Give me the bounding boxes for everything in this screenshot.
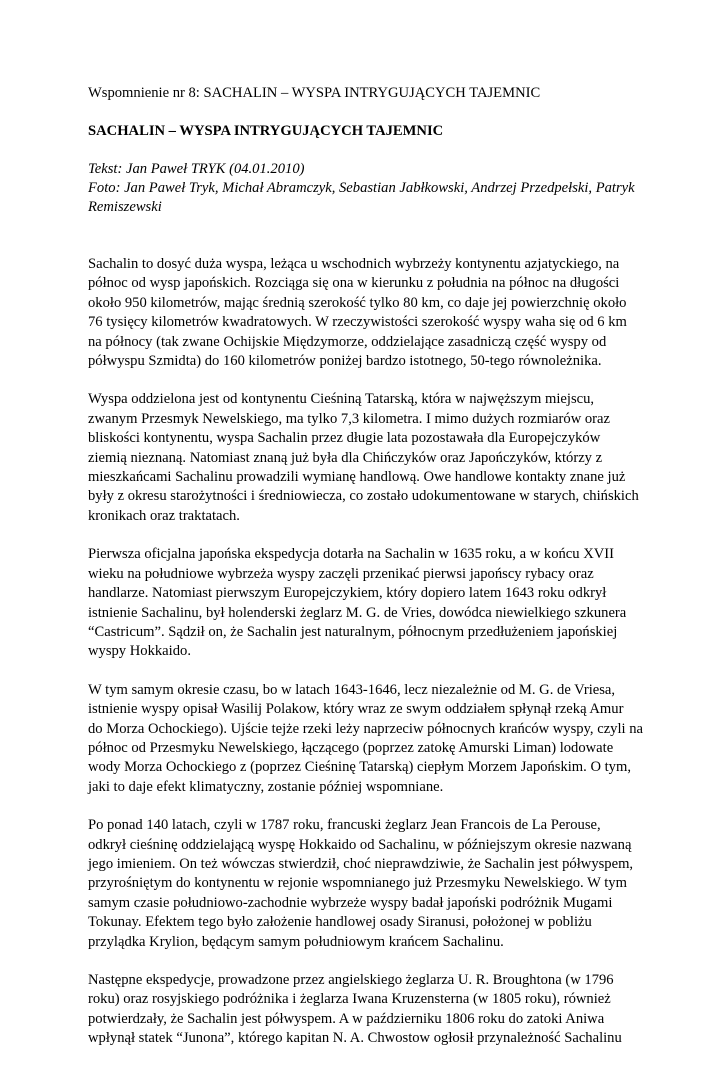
paragraph (88, 816, 648, 952)
text-line: Następne ekspedycje, prowadzone przez angielskiego żeglarza U. R. Broughtona (w 1796 (88, 972, 614, 988)
text-credit: Tekst: Jan Paweł TRYK (04.01.2010) (88, 161, 305, 177)
paragraph (88, 681, 648, 797)
text-line: wpłynął statek “Junona”, którego kapitan N. A. Chwostow ogłosił przynależność Sachalinu (88, 1030, 622, 1047)
text-line: odkrył cieśninę oddzielającą wyspę Hokkaido od Sachalinu, w późniejszym okresie nazwaną (88, 836, 632, 853)
text-line: ziemią nieznaną. Natomiast znaną już była dla Chińczyków oraz Japończyków, którzy z (88, 449, 603, 466)
text-line: samym czasie południowo-zachodnie wybrzeże wyspy badał japoński podróżnik Mugami (88, 894, 613, 911)
text-line: północ od Przesmyku Newelskiego, łączącego (poprzez zatokę Amurski Liman) lodowate (88, 739, 614, 756)
text-line: roku) oraz rosyjskiego podróżnika i żeglarza Iwana Kruzensterna (w 1805 roku), również (88, 991, 611, 1008)
text-line: zwanym Przesmyk Newelskiego, ma tylko 7,3 kilometra. I mimo dużych rozmiarów oraz (88, 410, 610, 427)
text-line: Tokunay. Efektem tego było założenie handlowej osady Siranusi, położonej w pobliżu (88, 914, 592, 931)
photo-credit-line-1: Foto: Jan Paweł Tryk, Michał Abramczyk, Sebastian Jabłkowski, Andrzej Przedpełski, Patryk (88, 180, 635, 196)
text-line: około 950 kilometrów, mając średnią szerokość tylko 80 km, co daje jej powierzchnię około (88, 294, 627, 311)
text-line: półwyspu Szmidta) do 160 kilometrów poniżej bardzo istotnego, 50-tego równoleżnika. (88, 353, 602, 370)
text-line: 76 tysięcy kilometrów kwadratowych. W rzeczywistości szerokość wyspy waha się od 6 km (88, 314, 627, 331)
text-line: przyrośniętym do kontynentu w rejonie wspomnianego już Przesmyku Newelskiego. W tym (88, 875, 627, 892)
credits (88, 160, 648, 217)
paragraph (88, 545, 648, 661)
paragraph (88, 255, 648, 371)
article-body (88, 255, 648, 1049)
text-line: wyspy Hokkaido. (88, 643, 191, 660)
document-title: SACHALIN – WYSPA INTRYGUJĄCYCH TAJEMNIC (88, 123, 444, 139)
text-line: “Castricum”. Sądził on, że Sachalin jest naturalnym, północnym przedłużeniem japońskiej (88, 623, 618, 640)
photo-credit-line-2: Remiszewski (88, 199, 162, 215)
text-line: istnienie Sachalinu, był holenderski żeglarz M. G. de Vries, dowódca niewielkiego szkunera (88, 604, 627, 621)
text-line: kronikach oraz traktatach. (88, 507, 240, 524)
text-line: Po ponad 140 latach, czyli w 1787 roku, francuski żeglarz Jean Francois de La Perouse, (88, 817, 601, 834)
text-line: wieku na południowe wybrzeża wyspy zaczęli przenikać pierwsi japońscy rybacy oraz (88, 565, 594, 582)
text-line: Wyspa oddzielona jest od kontynentu Cieśniną Tatarską, która w najwęższym miejscu, (88, 391, 595, 408)
text-line: na północy (tak zwane Ochijskie Międzymorze, oddzielające zasadniczą część wyspy od (88, 333, 607, 350)
text-line: W tym samym okresie czasu, bo w latach 1643-1646, lecz niezależnie od M. G. de Vriesa, (88, 681, 616, 698)
text-line: do Morza Ochockiego). Ujście tejże rzeki leży naprzeciw północnych krańców wyspy, czyli na (88, 720, 644, 737)
text-line: wody Morza Ochockiego z (poprzez Cieśninę Tatarską) ciepłym Morzem Japońskim. O tym, (88, 759, 631, 776)
text-line: istnienie wyspy opisał Wasilij Polakow, który wraz ze swym oddziałem spłynął rzeką Amur (88, 701, 624, 718)
document-page (88, 84, 648, 1068)
text-line: jaki to daje efekt klimatyczny, zostanie później wspomniane. (88, 778, 444, 795)
text-line: potwierdzały, że Sachalin jest półwyspem. A w październiku 1806 roku do zatoki Aniwa (88, 1010, 605, 1027)
paragraph (88, 390, 648, 526)
text-line: handlarze. Natomiast pierwszym Europejczykiem, który dopiero latem 1643 roku odkrył (88, 585, 607, 602)
text-line: jego imieniem. On też wówczas stwierdził, choć nieprawdziwie, że Sachalin jest półwyspem, (88, 855, 634, 872)
text-line: bliskości kontynentu, wyspa Sachalin przez długie lata pozostawała dla Europejczyków (88, 430, 601, 447)
text-line: były z okresu starożytności i średniowiecza, co zostało udokumentowane w starych, chińskich (88, 488, 639, 505)
paragraph (88, 971, 648, 1049)
text-line: północ od wysp japońskich. Rozciąga się ona w kierunku z południa na północ na długości (88, 275, 620, 292)
document-header: Wspomnienie nr 8: SACHALIN – WYSPA INTRYGUJĄCYCH TAJEMNIC (88, 85, 541, 101)
text-line: Pierwsza oficjalna japońska ekspedycja dotarła na Sachalin w 1635 roku, a w końcu XVII (88, 546, 615, 563)
text-line: przylądka Krylion, będącym samym południowym krańcem Sachalinu. (88, 933, 504, 950)
text-line: Sachalin to dosyć duża wyspa, leżąca u wschodnich wybrzeży kontynentu azjatyckiego, na (88, 256, 620, 272)
text-line: mieszkańcami Sachalinu prowadzili wymianę handlową. Owe handlowe kontakty znane już (88, 469, 626, 486)
